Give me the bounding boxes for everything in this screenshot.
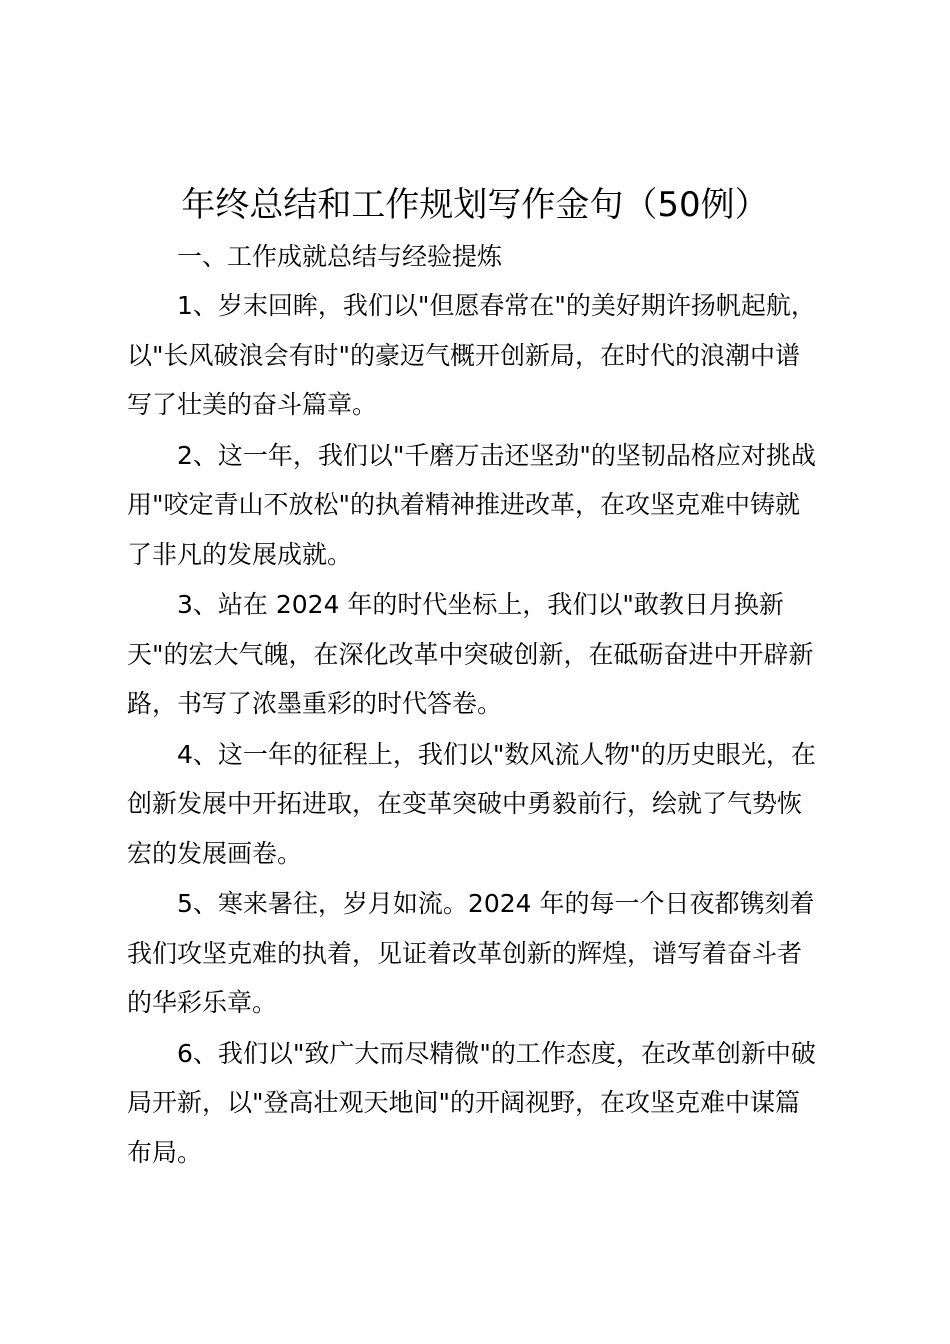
paragraph-line: 1、岁末回眸，我们以"但愿春常在"的美好期许扬帆起航， — [177, 291, 816, 320]
paragraph-line: 了非凡的发展成就。 — [127, 539, 353, 569]
paragraph-6 — [127, 1029, 835, 1178]
paragraph-line: 2、这一年，我们以"千磨万击还坚劲"的坚韧品格应对挑战 — [177, 440, 816, 470]
document-title: 年终总结和工作规划写作金句（50例） — [181, 185, 769, 225]
paragraph-4 — [127, 730, 835, 879]
paragraph-line: 局开新，以"登高壮观天地间"的开阔视野，在攻坚克难中谋篇 — [127, 1088, 801, 1117]
paragraph-line: 用"咬定青山不放松"的执着精神推进改革，在攻坚克难中铸就 — [127, 490, 801, 519]
paragraph-line: 3、站在 2024 年的时代坐标上，我们以"敢教日月换新 — [177, 590, 784, 619]
paragraph-line: 4、这一年的征程上，我们以"数风流人物"的历史眼光，在 — [177, 739, 816, 769]
paragraph-line: 布局。 — [127, 1137, 203, 1167]
paragraph-line: 路，书写了浓墨重彩的时代答卷。 — [127, 689, 503, 718]
paragraph-3 — [127, 580, 835, 729]
paragraph-line: 天"的宏大气魄，在深化改革中突破创新，在砥砺奋进中开辟新 — [127, 639, 814, 669]
paragraph-2 — [127, 431, 835, 580]
paragraph-line: 我们攻坚克难的执着，见证着改革创新的辉煌，谱写着奋斗者 — [127, 938, 803, 968]
paragraph-1 — [127, 281, 835, 430]
paragraph-line: 以"长风破浪会有时"的豪迈气概开创新局，在时代的浪潮中谱 — [127, 340, 801, 370]
section-heading: 一、工作成就总结与经验提炼 — [177, 242, 503, 271]
paragraph-line: 创新发展中开拓进取，在变革突破中勇毅前行，绘就了气势恢 — [127, 789, 803, 818]
paragraph-line: 写了壮美的奋斗篇章。 — [127, 390, 378, 419]
paragraph-5 — [127, 879, 835, 1028]
paragraph-line: 6、我们以"致广大而尽精微"的工作态度，在改革创新中破 — [177, 1038, 816, 1068]
document-body — [127, 233, 835, 1178]
paragraph-line: 宏的发展画卷。 — [127, 838, 303, 868]
paragraph-line: 的华彩乐章。 — [127, 988, 278, 1017]
paragraph-line: 5、寒来暑往，岁月如流。2024 年的每一个日夜都镌刻着 — [177, 889, 815, 918]
